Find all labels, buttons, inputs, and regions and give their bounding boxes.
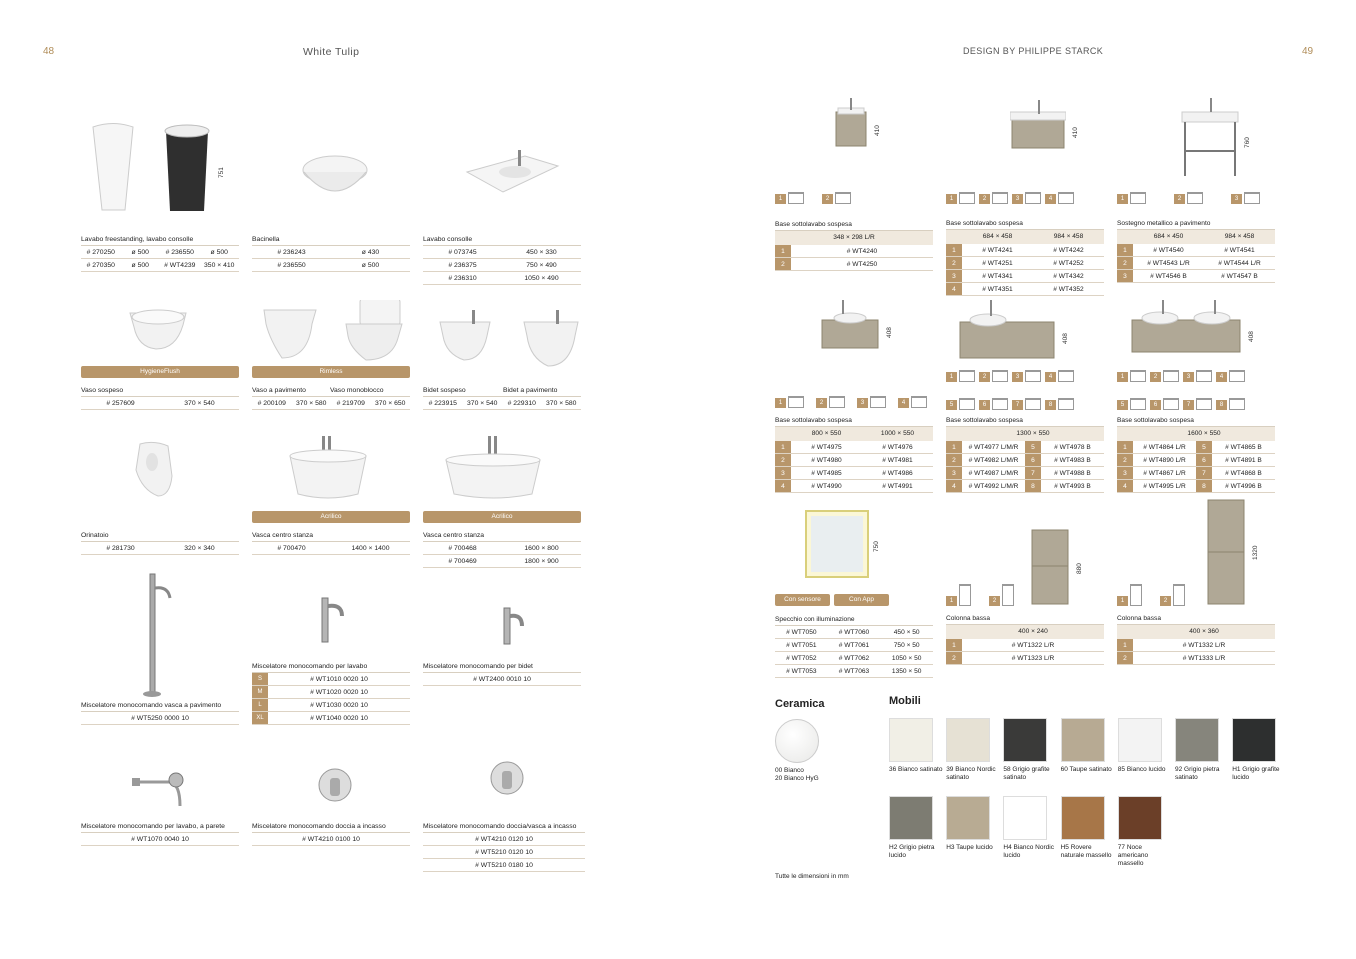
color-swatch bbox=[1175, 718, 1219, 762]
table-row: # WT7053 # WT7063 1350 × 50 bbox=[775, 665, 933, 678]
spec-table bbox=[946, 218, 1104, 296]
ceramica-label: 00 Bianco 20 Bianco HyG bbox=[775, 767, 819, 782]
table-caption: Colonna bassa bbox=[1117, 613, 1275, 625]
table-row: 2 # WT4543 L/R # WT4544 L/R bbox=[1117, 257, 1275, 270]
swatch-label: 85 Bianco lucido bbox=[1117, 766, 1166, 773]
freestanding-bathtub-round-image bbox=[286, 436, 370, 504]
floor-wc-image bbox=[262, 300, 412, 362]
configuration-icons: 1 2 3 4 bbox=[946, 192, 1074, 204]
table-row: # WT7051 # WT7061 750 × 50 bbox=[775, 639, 933, 652]
table-caption: Base sottolavabo sospesa bbox=[946, 218, 1104, 230]
product-caption: Bacinella bbox=[252, 234, 410, 246]
table-header: 1300 × 550 bbox=[946, 427, 1104, 441]
ceramica-title: Ceramica bbox=[775, 698, 825, 710]
table-caption: Colonna bassa bbox=[946, 613, 1104, 625]
table-row: 2 # WT4982 L/M/R 6 # WT4983 B bbox=[946, 454, 1104, 467]
product-caption: Vasca centro stanza bbox=[252, 530, 410, 542]
table-header: 400 × 240 bbox=[946, 625, 1104, 639]
product-basin-mixer bbox=[252, 661, 410, 725]
product-caption: Vaso monoblocco bbox=[330, 387, 384, 394]
product-shower-bath-mixer bbox=[423, 821, 585, 872]
product-vasca-1400 bbox=[252, 511, 410, 555]
swatch-label: 77 Noce americano massello bbox=[1117, 844, 1149, 867]
table-row: 1 # WT1332 L/R bbox=[1117, 639, 1275, 652]
swatch-label: H2 Grigio pietra lucido bbox=[889, 844, 935, 859]
color-swatch bbox=[889, 718, 933, 762]
tall-column-image bbox=[1206, 498, 1246, 606]
table-row: # WT4210 0100 10 bbox=[252, 833, 410, 846]
table-row: # 073745 450 × 330 bbox=[423, 246, 581, 259]
dimension-label: 880 bbox=[1076, 563, 1083, 574]
small-vanity-image bbox=[834, 98, 868, 148]
color-swatch bbox=[1003, 796, 1047, 840]
material-badge: Acrilico bbox=[252, 511, 410, 523]
swatch-label: H3 Taupe lucido bbox=[946, 844, 993, 851]
configuration-icons: 5 6 7 8 bbox=[946, 398, 1074, 410]
swatch-label: 36 Bianco satinato bbox=[889, 766, 943, 773]
configuration-icons: 1 2 3 4 bbox=[946, 370, 1074, 382]
footnote: Tutte le dimensioni in mm bbox=[775, 873, 849, 880]
color-swatch bbox=[1061, 718, 1105, 762]
table-row: 3 # WT4985 # WT4986 bbox=[775, 467, 933, 480]
product-caption: Miscelatore monocomando doccia a incasso bbox=[252, 821, 410, 833]
table-header: 1600 × 550 bbox=[1117, 427, 1275, 441]
product-freestanding bbox=[81, 234, 239, 272]
vanity-1300-image bbox=[958, 298, 1056, 360]
table-row: 1 # WT4977 L/M/R 5 # WT4978 B bbox=[946, 441, 1104, 454]
spec-table bbox=[775, 219, 933, 271]
product-shower-mixer bbox=[252, 821, 410, 846]
ceramica-swatch bbox=[775, 719, 819, 763]
dimension-label: 760 bbox=[1244, 137, 1251, 148]
table-row: # WT4210 0120 10 bbox=[423, 833, 585, 846]
countertop-bowl-image bbox=[300, 150, 370, 198]
table-header: 800 × 550 1000 × 550 bbox=[775, 427, 933, 441]
table-caption: Base sottolavabo sospesa bbox=[775, 415, 933, 427]
configuration-icons: 1 2 3 4 bbox=[1117, 370, 1245, 382]
table-row: 1 # WT4540 # WT4541 bbox=[1117, 244, 1275, 257]
table-row: 1 # WT4240 bbox=[775, 245, 933, 258]
table-row: # 236243 ø 430 bbox=[252, 246, 410, 259]
configuration-icons: 5 6 7 8 bbox=[1117, 398, 1245, 410]
size-row: L # WT1030 0020 10 bbox=[252, 699, 410, 712]
size-row: S # WT1010 0020 10 bbox=[252, 673, 410, 686]
product-caption: Vaso sospeso bbox=[81, 385, 239, 397]
spec-table bbox=[946, 415, 1104, 493]
table-row: 2 # WT1333 L/R bbox=[1117, 652, 1275, 665]
wall-wc-image bbox=[128, 305, 190, 357]
product-caption: Lavabo freestanding, lavabo consolle bbox=[81, 234, 239, 246]
table-row: 4 # WT4351 # WT4352 bbox=[946, 283, 1104, 296]
product-caption: Miscelatore monocomando per lavabo bbox=[252, 661, 410, 673]
table-row: # 200109 370 × 580 # 219709 370 × 650 bbox=[252, 397, 410, 410]
table-row: # WT2400 0010 10 bbox=[423, 673, 581, 686]
product-caption: Lavabo consolle bbox=[423, 234, 581, 246]
product-caption: Miscelatore monocomando doccia/vasca a incasso bbox=[423, 821, 585, 833]
color-swatch bbox=[1003, 718, 1047, 762]
dimension-label: 410 bbox=[1072, 127, 1079, 138]
swatch-label: 39 Bianco Nordic satinato bbox=[946, 766, 996, 781]
table-row: # 236310 1050 × 490 bbox=[423, 272, 581, 285]
dimension-label: 408 bbox=[886, 327, 893, 338]
configuration-icons: 1 2 3 bbox=[1117, 192, 1260, 204]
swatch-label: H4 Bianco Nordic lucido bbox=[1003, 844, 1054, 859]
material-badge: Acrilico bbox=[423, 511, 581, 523]
product-orinatoio bbox=[81, 530, 239, 555]
freestanding-bathtub-oval-image bbox=[444, 436, 544, 504]
table-row: 4 # WT4992 L/M/R 8 # WT4993 B bbox=[946, 480, 1104, 493]
product-caption: Bidet a pavimento bbox=[503, 387, 558, 394]
shower-bath-mixer-image bbox=[488, 758, 526, 798]
spec-table bbox=[1117, 415, 1275, 493]
illuminated-mirror-image bbox=[805, 510, 869, 578]
configuration-icons: 1 2 bbox=[946, 584, 1014, 606]
spec-table bbox=[1117, 613, 1275, 665]
table-row: 4 # WT4990 # WT4991 bbox=[775, 480, 933, 493]
right-page-number: 49 bbox=[1302, 46, 1314, 57]
spec-table bbox=[946, 613, 1104, 665]
table-row: # 281730 320 × 340 bbox=[81, 542, 239, 555]
product-bidet bbox=[423, 385, 581, 410]
dimension-label: 751 bbox=[218, 167, 225, 178]
table-header: 684 × 450 984 × 458 bbox=[1117, 230, 1275, 244]
swatch-label: 60 Taupe satinato bbox=[1060, 766, 1112, 773]
table-row: # 236550 ø 500 bbox=[252, 259, 410, 272]
freestanding-basin-image bbox=[88, 115, 238, 215]
low-column-image bbox=[1030, 528, 1070, 606]
table-header: 348 × 298 L/R bbox=[775, 231, 933, 245]
swatch-label: H1 Grigio grafite lucido bbox=[1232, 766, 1280, 781]
table-row: 2 # WT4251 # WT4252 bbox=[946, 257, 1104, 270]
feature-badge: HygieneFlush bbox=[81, 366, 239, 378]
product-vasca-oval bbox=[423, 511, 581, 568]
size-row: M # WT1020 0020 10 bbox=[252, 686, 410, 699]
table-row: # 700468 1600 × 800 bbox=[423, 542, 581, 555]
bidet-image bbox=[438, 310, 583, 372]
table-row: # 700469 1800 × 900 bbox=[423, 555, 581, 568]
table-row: 1 # WT4975 # WT4976 bbox=[775, 441, 933, 454]
table-row: # 236375 750 × 490 bbox=[423, 259, 581, 272]
dimension-label: 408 bbox=[1062, 333, 1069, 344]
bidet-mixer-image bbox=[498, 604, 528, 646]
table-row: 2 # WT4250 bbox=[775, 258, 933, 271]
table-row: 1 # WT1322 L/R bbox=[946, 639, 1104, 652]
basin-mixer-image bbox=[316, 592, 346, 644]
color-swatch bbox=[889, 796, 933, 840]
spec-table bbox=[1117, 218, 1275, 283]
vanity-1600-image bbox=[1130, 298, 1242, 354]
right-page-header: DESIGN BY PHILIPPE STARCK bbox=[963, 46, 1104, 56]
table-row: 1 # WT4864 L/R 5 # WT4865 B bbox=[1117, 441, 1275, 454]
dimension-label: 408 bbox=[1248, 331, 1255, 342]
vanity-with-bowl-image bbox=[820, 298, 880, 350]
table-row: # WT5210 0120 10 bbox=[423, 846, 585, 859]
vanity-unit-image bbox=[1010, 98, 1066, 150]
product-bidet-mixer bbox=[423, 661, 581, 686]
mobili-title: Mobili bbox=[889, 695, 921, 707]
table-row: 2 # WT1323 L/R bbox=[946, 652, 1104, 665]
swatch-label: 92 Grigio pietra satinato bbox=[1175, 766, 1220, 781]
product-wall-mixer bbox=[81, 821, 239, 846]
spec-table bbox=[775, 415, 933, 493]
product-vaso-sospeso bbox=[81, 366, 239, 410]
table-row: 3 # WT4341 # WT4342 bbox=[946, 270, 1104, 283]
dimension-label: 750 bbox=[873, 541, 880, 552]
color-swatch bbox=[1118, 718, 1162, 762]
dimension-label: 1320 bbox=[1252, 545, 1259, 560]
product-floor-mixer bbox=[81, 700, 239, 725]
table-row: 1 # WT4241 # WT4242 bbox=[946, 244, 1104, 257]
table-row: 4 # WT4995 L/R 8 # WT4996 B bbox=[1117, 480, 1275, 493]
table-row: # 257609 370 × 540 bbox=[81, 397, 239, 410]
table-row: # WT7050 # WT7060 450 × 50 bbox=[775, 626, 933, 639]
product-caption: Miscelatore monocomando vasca a pavimento bbox=[81, 700, 239, 712]
left-page-header: White Tulip bbox=[303, 46, 360, 58]
table-row: # WT1070 0040 10 bbox=[81, 833, 239, 846]
table-row: # WT7052 # WT7062 1050 × 50 bbox=[775, 652, 933, 665]
table-row: # 270350 ø 500 # WT4239 350 × 410 bbox=[81, 259, 239, 272]
table-row: # WT5250 0000 10 bbox=[81, 712, 239, 725]
swatch-label: H5 Rovere naturale massello bbox=[1060, 844, 1112, 859]
table-row: 2 # WT4890 L/R 6 # WT4891 B bbox=[1117, 454, 1275, 467]
product-caption: Vaso a pavimento bbox=[252, 387, 306, 394]
app-option-button[interactable]: Con App bbox=[834, 594, 889, 606]
table-caption: Base sottolavabo sospesa bbox=[775, 219, 933, 231]
swatch-label: 58 Grigio grafite satinato bbox=[1003, 766, 1050, 781]
color-swatch bbox=[1232, 718, 1276, 762]
product-caption: Vasca centro stanza bbox=[423, 530, 581, 542]
product-caption: Orinatoio bbox=[81, 530, 239, 542]
table-row: 3 # WT4867 L/R 7 # WT4868 B bbox=[1117, 467, 1275, 480]
table-row: 2 # WT4980 # WT4981 bbox=[775, 454, 933, 467]
spec-table bbox=[775, 614, 933, 678]
configuration-icons: 1 2 3 4 bbox=[775, 396, 927, 408]
console-basin-image bbox=[465, 148, 560, 200]
table-row: # 270250 ø 500 # 236550 ø 500 bbox=[81, 246, 239, 259]
table-row: 3 # WT4546 B # WT4547 B bbox=[1117, 270, 1275, 283]
color-swatch bbox=[946, 718, 990, 762]
dimension-label: 410 bbox=[874, 125, 881, 136]
urinal-image bbox=[130, 440, 178, 498]
color-swatch bbox=[946, 796, 990, 840]
color-swatch bbox=[1061, 796, 1105, 840]
product-lavabo-consolle bbox=[423, 234, 581, 285]
table-caption: Specchio con illuminazione bbox=[775, 614, 933, 626]
shower-mixer-image bbox=[316, 766, 354, 804]
sensor-option-button[interactable]: Con sensore bbox=[775, 594, 830, 606]
table-row: # WT5210 0180 10 bbox=[423, 859, 585, 872]
color-swatch bbox=[1118, 796, 1162, 840]
table-row: # 223915 370 × 540 # 229310 370 × 580 bbox=[423, 397, 581, 410]
table-header: 684 × 458 984 × 458 bbox=[946, 230, 1104, 244]
floor-mixer-image bbox=[138, 568, 174, 698]
table-caption: Base sottolavabo sospesa bbox=[946, 415, 1104, 427]
configuration-icons: 1 2 bbox=[1117, 584, 1185, 606]
table-caption: Sostegno metallico a pavimento bbox=[1117, 218, 1275, 230]
left-page-number: 48 bbox=[43, 46, 55, 57]
product-bacinella bbox=[252, 234, 410, 272]
size-row: XL # WT1040 0020 10 bbox=[252, 712, 410, 725]
table-caption: Base sottolavabo sospesa bbox=[1117, 415, 1275, 427]
product-caption: Miscelatore monocomando per bidet bbox=[423, 661, 581, 673]
table-row: # 700470 1400 × 1400 bbox=[252, 542, 410, 555]
product-caption: Miscelatore monocomando per lavabo, a parete bbox=[81, 821, 239, 833]
configuration-icons: 1 2 bbox=[775, 192, 851, 204]
table-row: 3 # WT4987 L/M/R 7 # WT4988 B bbox=[946, 467, 1104, 480]
feature-badge: Rimless bbox=[252, 366, 410, 378]
metal-stand-image bbox=[1180, 98, 1240, 178]
product-vaso-pavimento bbox=[252, 366, 410, 410]
wall-mixer-image bbox=[130, 768, 188, 810]
table-header: 400 × 360 bbox=[1117, 625, 1275, 639]
product-caption: Bidet sospeso bbox=[423, 387, 466, 394]
